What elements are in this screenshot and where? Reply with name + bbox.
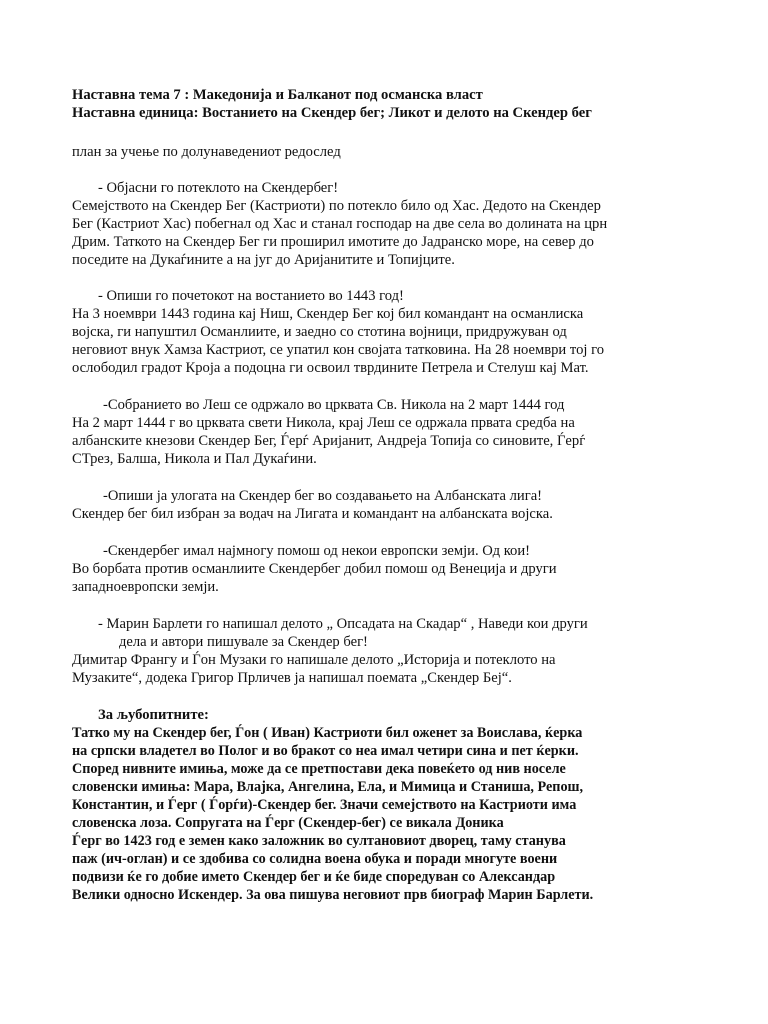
curious-line: словенска лоза. Сопругата на Ѓерг (Скендер-бег) се викала Доника <box>72 815 504 831</box>
curious-line: Велики односно Искендер. За ова пишува неговиот прв биограф Марин Барлети. <box>72 887 594 903</box>
section-answer-line: ослободил градот Кроја а подоцна ги освоил тврдините Петрела и Стелуш кај Мат. <box>72 360 589 376</box>
section-answer-line: западноевропски земји. <box>72 579 219 595</box>
section-answer-line: Во борбата против османлиите Скендербег добил помош од Венеција и други <box>72 561 557 577</box>
section-answer-line: поседите на Дукаѓините а на југ до Аријанитите и Топијците. <box>72 252 455 268</box>
section-question: - Објасни го потеклото на Скендербег! <box>98 180 339 196</box>
curious-line: на српски владетел во Полог и во бракот со неа имал четири сина и пет ќерки. <box>72 743 579 759</box>
curious-line: словенски имиња: Мара, Влајка, Ангелина, Ела, и Мимица и Станиша, Репош, <box>72 779 584 795</box>
unit-heading: Наставна единица: Востанието на Скендер бег; Ликот и делото на Скендер бег <box>72 105 592 121</box>
section-question: -Собранието во Леш се одржало во црквата Св. Никола на 2 март 1444 год <box>103 397 565 413</box>
curious-line: Татко му на Скендер бег, Ѓон ( Иван) Кастриоти бил оженет за Воислава, ќерка <box>72 725 583 741</box>
section-answer-line: Дрим. Таткото на Скендер Бег ги проширил имотите до Јадранско море, на север до <box>72 234 594 250</box>
section-answer-line: војска, ги напуштил Османлиите, и заедно со стотина војници, придружуван од <box>72 324 567 340</box>
section-question-continued: дела и автори пишувале за Скендер бег! <box>119 634 368 650</box>
section-question: -Опиши ја улогата на Скендер бег во создавањето на Албанската лига! <box>103 488 543 504</box>
section-question: -Скендербег имал најмногу помош од некои европски земји. Од кои! <box>103 543 531 559</box>
section-answer-line: неговиот внук Хамза Кастриот, се упатил кон својата татковина. На 28 ноември тој го <box>72 342 604 358</box>
section-question: - Опиши го почетокот на востанието во 1443 год! <box>98 288 404 304</box>
section-answer-line: Бег (Кастриот Хас) побегнал од Хас и станал господар на две села во долината на црн <box>72 216 608 232</box>
curious-line: Според нивните имиња, може да се претпостави дека повеќето од нив носеле <box>72 761 566 777</box>
section-answer-line: На 3 ноември 1443 година кај Ниш, Скендер Бег кој бил командант на османлиска <box>72 306 584 322</box>
section-answer-line: СТрез, Балша, Никола и Пал Дукаѓини. <box>72 451 317 467</box>
curious-line: Константин, и Ѓерг ( Ѓорѓи)-Скендер бег. Значи семејството на Кастриоти има <box>72 797 577 813</box>
intro-text: план за учење по долунаведениот редослед <box>72 144 341 160</box>
section-answer-line: Музаките“, додека Григор Прличев ја напишал поемата „Скендер Беј“. <box>72 670 512 686</box>
curious-line: паж (ич-оглан) и се здобива со солидна воена обука и поради многуте воени <box>72 851 558 867</box>
section-answer-line: Димитар Франгу и Ѓон Музаки го напишале делото „Историја и потеклото на <box>72 652 556 668</box>
curious-line: Ѓерг во 1423 год е земен како заложник во султановиот дворец, таму станува <box>72 833 566 849</box>
section-answer-line: На 2 март 1444 г во црквата свети Никола, крај Леш се одржала првата средба на <box>72 415 575 431</box>
section-answer-line: албанските кнезови Скендер Бег, Ѓерѓ Аријанит, Андреја Топија со синовите, Ѓерѓ <box>72 433 586 449</box>
curious-title: За љубопитните: <box>98 707 209 723</box>
topic-heading: Наставна тема 7 : Македонија и Балканот под османска власт <box>72 87 483 103</box>
section-answer-line: Скендер бег бил избран за водач на Лигата и командант на албанската војска. <box>72 506 553 522</box>
section-question: - Марин Барлети го напишал делото „ Опсадата на Скадар“ , Наведи кои други <box>98 616 588 632</box>
curious-line: подвизи ќе го добие името Скендер бег и ќе биде споредуван со Александар <box>72 869 556 885</box>
section-answer-line: Семејството на Скендер Бег (Кастриоти) по потекло било од Хас. Дедото на Скендер <box>72 198 601 214</box>
